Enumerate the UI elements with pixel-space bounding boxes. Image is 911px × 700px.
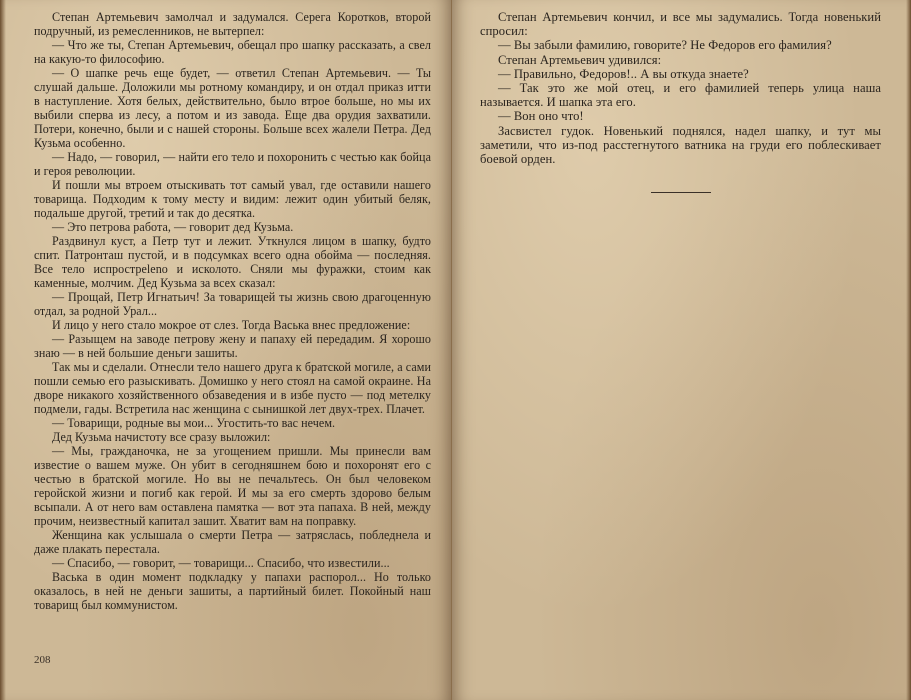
paragraph: — Спасибо, — говорит, — товарищи... Спасибо, что известили... xyxy=(52,556,390,570)
paragraph: — Вон оно что! xyxy=(498,109,584,124)
right-page xyxy=(452,0,911,700)
paragraph: И лицо у него стало мокрое от слез. Тогда Васька внес предложение: xyxy=(52,318,411,332)
paragraph: Женщина как услышала о смерти Петра — затряслась, побледнела и даже плакать перестала. xyxy=(34,528,431,556)
paragraph: — Правильно, Федоров!.. А вы откуда знаете? xyxy=(498,66,749,81)
right-page-text xyxy=(480,10,881,166)
paragraph: — Так это же мой отец, и его фамилией теперь улица наша называется. И шапка эта его. xyxy=(480,81,881,110)
left-page-text xyxy=(34,10,431,612)
page-edge-shadow xyxy=(0,0,6,700)
paragraph: — Вы забыли фамилию, говорите? Не Федоров его фамилия? xyxy=(498,38,832,53)
left-page xyxy=(0,0,452,700)
paragraph: Степан Артемьевич замолчал и задумался. Серега Коротков, второй подручный, из ремесленников, не вытерпел: xyxy=(34,10,431,38)
paragraph: Так мы и сделали. Отнесли тело нашего друга к братской могиле, а сами пошли семью его разыскивать. Домишко у него стоял на самой окраине. На дворе никакого хозяйственного обзаведения и в избе пусто — под метелку подмели, гады. Встретила нас женщина с сынишкой лет двух-трех. Плачет. xyxy=(34,360,431,416)
paragraph: — Это петрова работа, — говорит дед Кузьма. xyxy=(52,220,294,234)
section-separator-line xyxy=(651,192,711,193)
paragraph: Степан Артемьевич удивился: xyxy=(498,52,662,67)
paragraph: — Прощай, Петр Игнатьич! За товарищей ты жизнь свою драгоценную отдал, за родной Урал... xyxy=(34,290,431,318)
paragraph: — Что же ты, Степан Артемьевич, обещал про шапку рассказать, а свел на какую-то философию. xyxy=(34,38,431,66)
page-number: 208 xyxy=(34,654,51,666)
paragraph: Засвистел гудок. Новенький поднялся, надел шапку, и тут мы заметили, что из-под расстегнутого ватника на груди его поблескивает боевой орден. xyxy=(480,123,881,167)
paragraph: Васька в один момент подкладку у папахи распорол... Но только оказалось, в ней не деньги зашиты, а партийный билет. Покойный наш товарищ был коммунистом. xyxy=(34,570,431,612)
paragraph: — Товарищи, родные вы мои... Угостить-то вас нечем. xyxy=(52,416,336,430)
paragraph: — Разыщем на заводе петрову жену и папаху ей передадим. Я хорошо знаю — в ней большие деньги зашиты. xyxy=(34,332,431,360)
paragraph: — Надо, — говорил, — найти его тело и похоронить с честью как бойца и героя революции. xyxy=(34,150,431,178)
paragraph: Дед Кузьма начистоту все сразу выложил: xyxy=(52,430,271,444)
paragraph: И пошли мы втроем отыскивать тот самый увал, где оставили нашего товарища. Подходим к тому месту и видим: лежит один убитый беляк, подальше другой, третий и так до десятка. xyxy=(34,178,431,220)
paragraph: Раздвинул куст, а Петр тут и лежит. Уткнулся лицом в шапку, будто спит. Патронташ пустой, и в подсумках всего одна обойма — последняя. Все тело испростреleno и исколото. Сняли мы фуражки, стоим как каменные, молчим. Дед Кузьма за всех сказал: xyxy=(34,234,431,290)
paragraph: — О шапке речь еще будет, — ответил Степан Артемьевич. — Ты слушай дальше. Доложили мы ротному командиру, и он отдал приказ итти в наступление. Хотя белых, действительно, было втрое больше, но мы их выбили сперва из лесу, а потом и из завода. Еще два орудия захватили. Потери, конечно, были и с нашей стороны. Больше всех жалели Петра. Дед Кузьма особенно. xyxy=(34,66,431,150)
page-edge-shadow xyxy=(906,0,911,700)
paragraph: Степан Артемьевич кончил, и все мы задумались. Тогда новенький спросил: xyxy=(480,10,881,39)
paragraph: — Мы, гражданочка, не за угощением пришли. Мы принесли вам известие о вашем муже. Он убит в сегодняшнем бою и похоронят его с честью в братской могиле. Но вы не печальтесь. Он был человеком геройской жизни и погиб как герой. И мы за его смерть здорово белым всыпали. А от него вам оставлена памятка — вот эта папаха. В ней, между прочим, неизвестный капитал зашит. Хватит вам на поправку. xyxy=(34,444,431,528)
